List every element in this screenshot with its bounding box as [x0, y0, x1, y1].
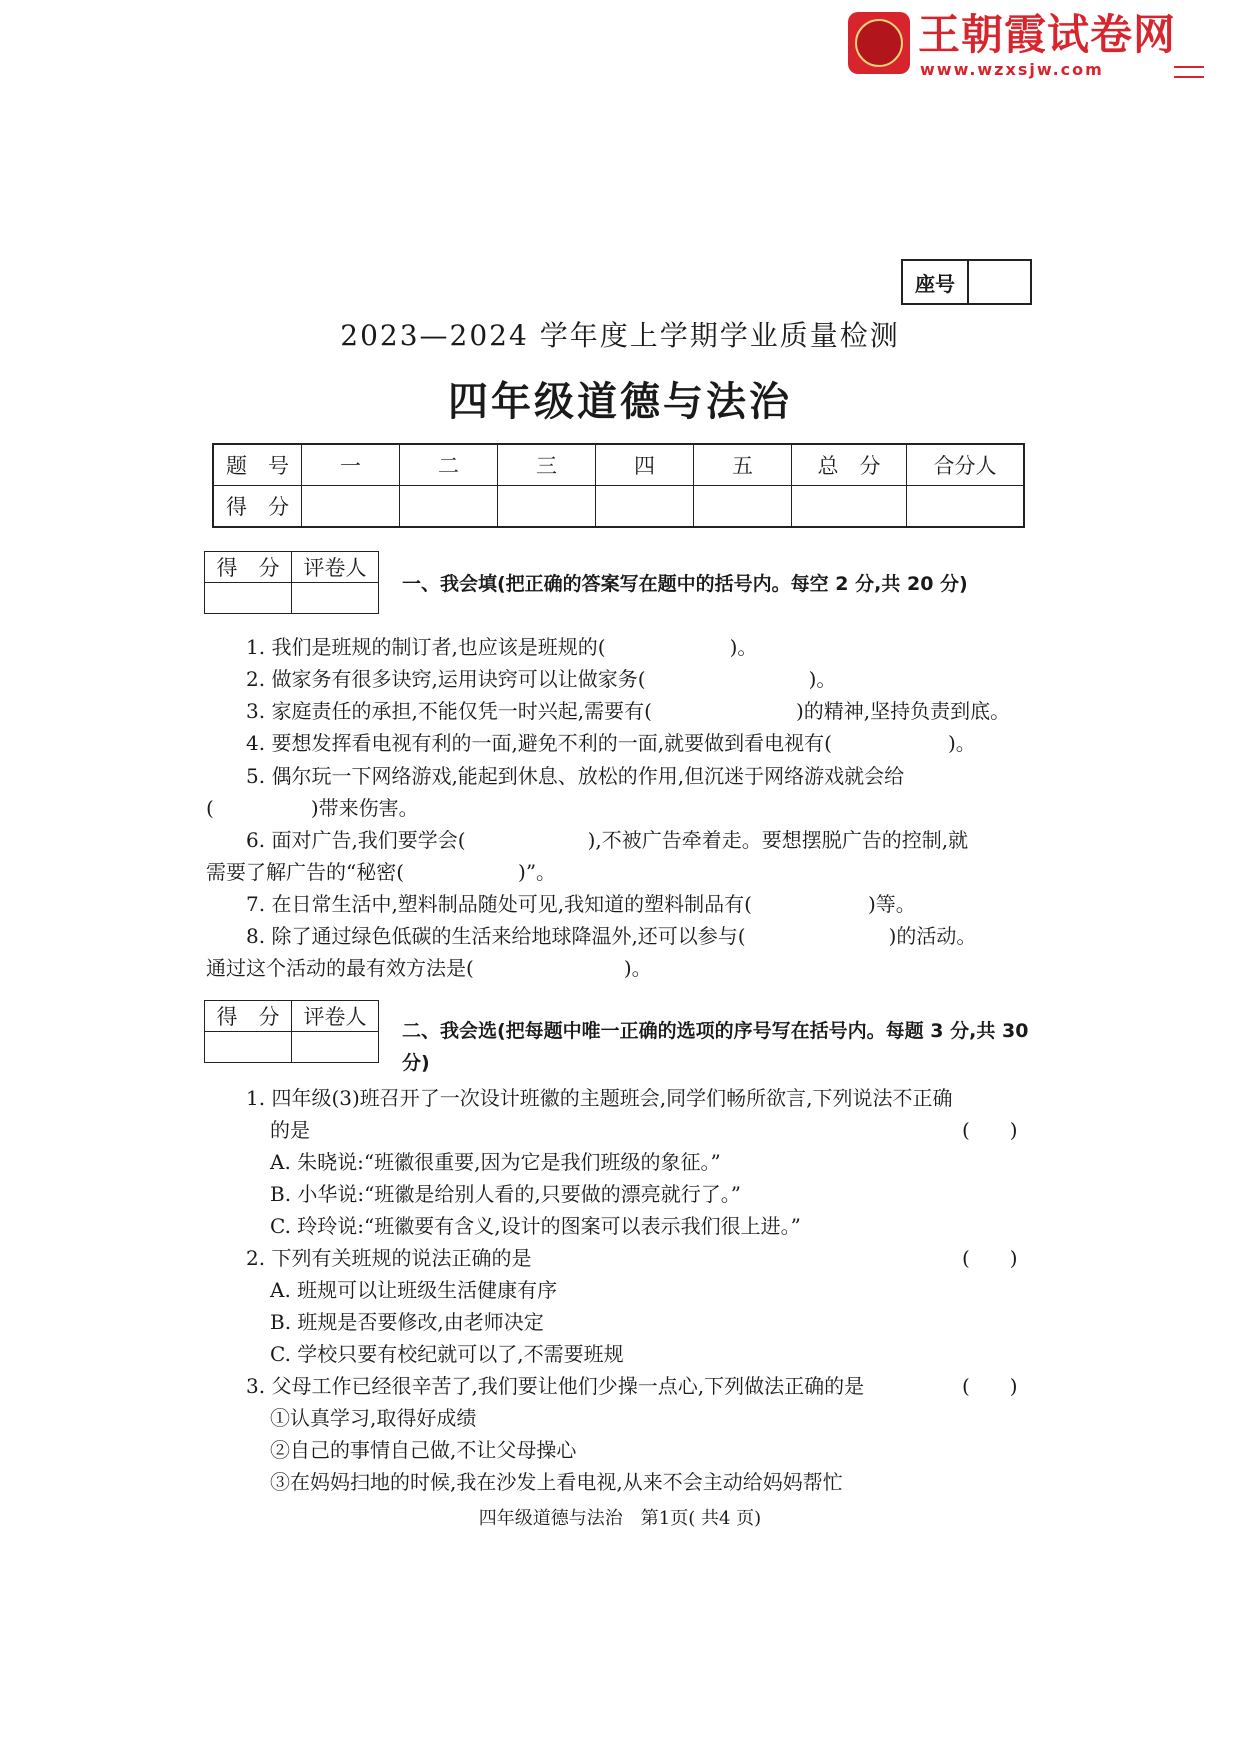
question-text: 8. 除了通过绿色低碳的生活来给地球降温外,还可以参与(	[246, 924, 746, 948]
score-cell: 题 号	[213, 444, 302, 486]
question-text: 3. 家庭责任的承担,不能仅凭一时兴起,需要有(	[246, 699, 652, 723]
fill-question-8-cont	[206, 952, 652, 984]
option-c: C. 玲玲说:“班徽要有含义,设计的图案可以表示我们很上进。”	[270, 1214, 801, 1238]
grader-name-field[interactable]	[292, 583, 379, 614]
seal-icon	[848, 12, 910, 74]
grader-score-field[interactable]	[205, 583, 292, 614]
question-text: )的活动。	[888, 924, 977, 948]
fill-question-3	[246, 695, 1010, 727]
grader-score-field[interactable]	[205, 1032, 292, 1063]
grader-name-label: 评卷人	[292, 1001, 379, 1032]
decor-lines	[1174, 66, 1204, 78]
question-text: )。	[808, 667, 837, 691]
choice-question-1: 1. 四年级(3)班召开了一次设计班徽的主题班会,同学们畅所欲言,下列说法不正确	[246, 1086, 953, 1110]
fill-question-2	[246, 663, 836, 695]
option-a: A. 朱晓说:“班徽很重要,因为它是我们班级的象征。”	[270, 1150, 721, 1174]
fill-question-8	[246, 920, 976, 952]
score-cell: 五	[694, 444, 792, 486]
score-field[interactable]	[498, 486, 596, 528]
score-cell: 三	[498, 444, 596, 486]
fill-question-5-cont	[206, 792, 419, 824]
page-footer: 四年级道德与法治 第1页( 共4 页)	[478, 1508, 762, 1529]
seat-label: 座号	[903, 261, 969, 303]
section-2-heading: 二、我会选(把每题中唯一正确的选项的序号写在括号内。每题 3 分,共 30 分)	[402, 1020, 1029, 1074]
option-b: B. 小华说:“班徽是给别人看的,只要做的漂亮就行了。”	[270, 1182, 741, 1206]
question-text: 2. 做家务有很多诀窍,运用诀窍可以让做家务(	[246, 667, 646, 691]
statement-3: ③在妈妈扫地的时候,我在沙发上看电视,从来不会主动给妈妈帮忙	[270, 1470, 843, 1494]
statement-1: ①认真学习,取得好成绩	[270, 1406, 477, 1430]
subject-title: 四年级道德与法治	[448, 379, 792, 425]
fill-question-4	[246, 727, 976, 759]
question-text: )。	[947, 731, 976, 755]
choice-question-3: 3. 父母工作已经很辛苦了,我们要让他们少操一点心,下列做法正确的是	[246, 1374, 865, 1398]
grader-box-2	[204, 1000, 379, 1063]
option-c: C. 学校只要有校纪就可以了,不需要班规	[270, 1342, 624, 1366]
question-text: )的精神,坚持负责到底。	[795, 699, 1011, 723]
answer-paren-2[interactable]: ( )	[962, 1246, 1018, 1270]
question-text: )等。	[867, 892, 916, 916]
statement-2: ②自己的事情自己做,不让父母操心	[270, 1438, 577, 1462]
question-text: )带来伤害。	[310, 796, 419, 820]
score-field[interactable]	[694, 486, 792, 528]
score-field[interactable]	[792, 486, 907, 528]
score-table	[212, 443, 1025, 528]
score-cell: 二	[400, 444, 498, 486]
question-text: 6. 面对广告,我们要学会(	[246, 828, 466, 852]
answer-paren-3[interactable]: ( )	[962, 1374, 1018, 1398]
logo-url: www.wzxsjw.com	[920, 60, 1104, 79]
question-text: 4. 要想发挥看电视有利的一面,避免不利的一面,就要做到看电视有(	[246, 731, 832, 755]
question-text: (	[206, 796, 214, 820]
site-logo	[848, 10, 1208, 80]
grader-box-1	[204, 551, 379, 614]
question-text: 通过这个活动的最有效方法是(	[206, 956, 474, 980]
seat-number-field[interactable]	[969, 261, 1030, 303]
section-1-heading: 一、我会填(把正确的答案写在题中的括号内。每空 2 分,共 20 分)	[402, 573, 968, 595]
fill-question-7	[246, 888, 916, 920]
choice-question-1-cont: 的是	[270, 1118, 310, 1142]
grader-score-label: 得 分	[205, 552, 292, 583]
score-cell: 合分人	[907, 444, 1025, 486]
option-a: A. 班规可以让班级生活健康有序	[270, 1278, 558, 1302]
question-text: )”。	[518, 860, 557, 884]
option-b: B. 班规是否要修改,由老师决定	[270, 1310, 544, 1334]
score-field[interactable]	[596, 486, 694, 528]
fill-question-5	[246, 760, 904, 792]
fill-question-6	[246, 824, 968, 856]
fill-question-6-cont	[206, 856, 556, 888]
question-text: 需要了解广告的“秘密(	[206, 860, 405, 884]
question-text: )。	[729, 635, 758, 659]
score-field[interactable]	[907, 486, 1025, 528]
score-cell: 一	[302, 444, 400, 486]
score-table-score-row	[213, 486, 1024, 528]
score-field[interactable]	[400, 486, 498, 528]
score-table-header-row	[213, 444, 1024, 486]
question-text: )。	[623, 956, 652, 980]
question-text: 5. 偶尔玩一下网络游戏,能起到休息、放松的作用,但沉迷于网络游戏就会给	[246, 764, 905, 788]
answer-paren-1[interactable]: ( )	[962, 1118, 1018, 1142]
grader-score-label: 得 分	[205, 1001, 292, 1032]
fill-question-1	[246, 631, 757, 663]
question-text: 7. 在日常生活中,塑料制品随处可见,我知道的塑料制品有(	[246, 892, 752, 916]
seat-number-box	[901, 259, 1032, 305]
exam-title: 2023—2024 学年度上学期学业质量检测	[340, 319, 900, 352]
grader-name-label: 评卷人	[292, 552, 379, 583]
question-text: 1. 我们是班规的制订者,也应该是班规的(	[246, 635, 606, 659]
logo-text: 王朝霞试卷网	[918, 10, 1177, 59]
score-cell: 四	[596, 444, 694, 486]
score-field[interactable]	[302, 486, 400, 528]
score-cell: 总 分	[792, 444, 907, 486]
question-text: ),不被广告牵着走。要想摆脱广告的控制,就	[587, 828, 969, 852]
score-row-label: 得 分	[213, 486, 302, 528]
grader-name-field[interactable]	[292, 1032, 379, 1063]
choice-question-2: 2. 下列有关班规的说法正确的是	[246, 1246, 532, 1270]
